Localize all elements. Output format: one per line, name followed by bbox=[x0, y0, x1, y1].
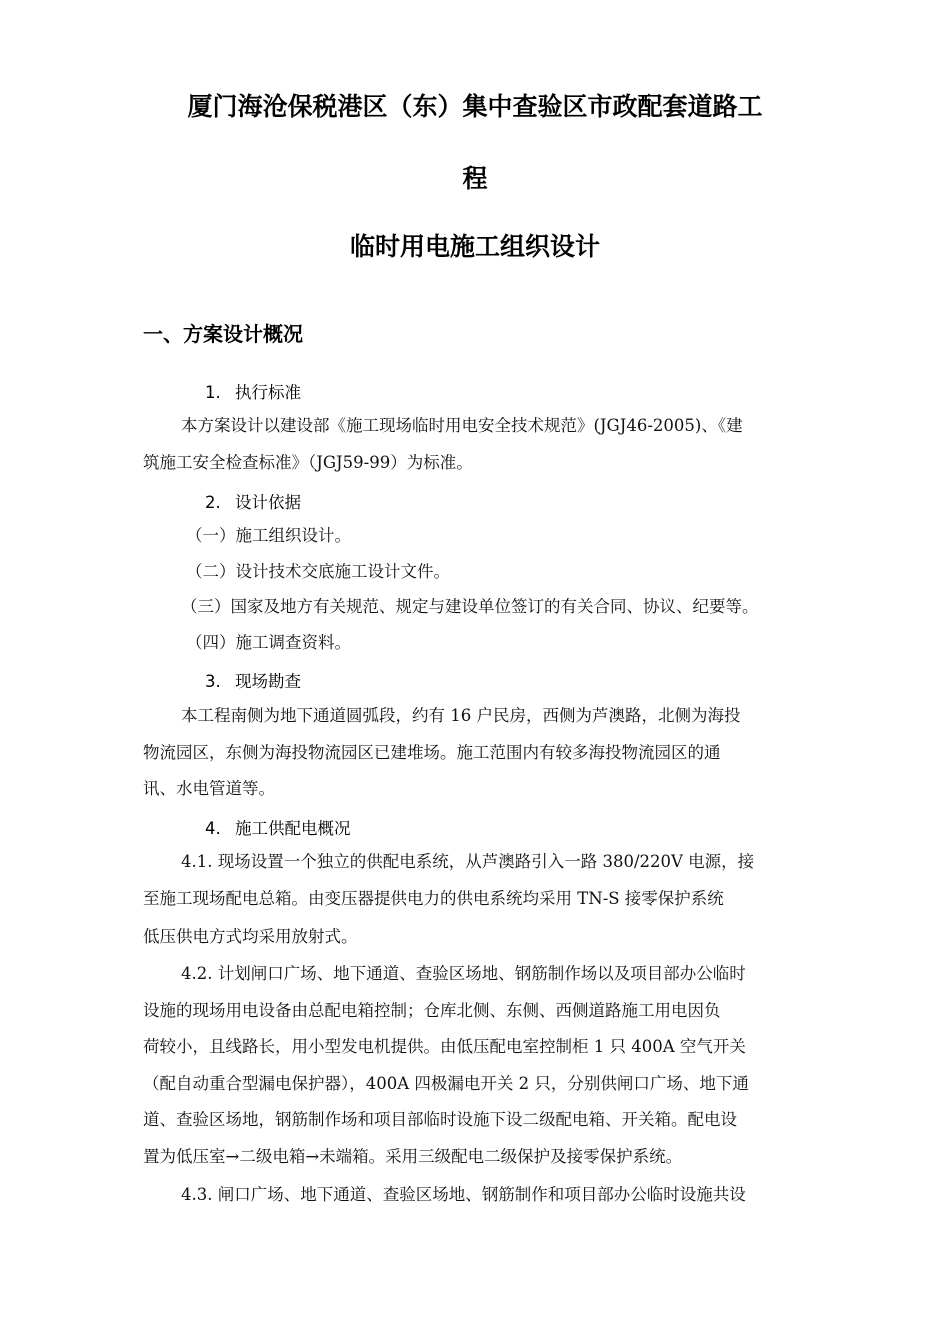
subsection-number: 4. bbox=[205, 819, 221, 838]
paragraph-line: 设施的现场用电设备由总配电箱控制；仓库北侧、东侧、西侧道路施工用电因负 bbox=[143, 1001, 721, 1020]
paragraph-line: 本工程南侧为地下通道圆弧段，约有 16 户民房，西侧为芦澳路，北侧为海投 bbox=[181, 706, 741, 725]
paragraph-line: 物流园区，东侧为海投物流园区已建堆场。施工范围内有较多海投物流园区的通 bbox=[143, 743, 721, 762]
subsection-title: 施工供配电概况 bbox=[235, 819, 351, 838]
list-item: （一）施工组织设计。 bbox=[186, 526, 351, 545]
list-item: （二）设计技术交底施工设计文件。 bbox=[186, 562, 450, 581]
paragraph-line: 讯、水电管道等。 bbox=[143, 779, 275, 798]
section-heading-1: 一、方案设计概况 bbox=[143, 322, 303, 346]
subsection-title: 执行标准 bbox=[235, 383, 301, 402]
document-subtitle: 临时用电施工组织设计 bbox=[349, 232, 600, 261]
subsection-number: 1. bbox=[205, 383, 221, 402]
document-title-line-1: 厦门海沧保税港区（东）集中查验区市政配套道路工 bbox=[187, 92, 763, 121]
subsection-heading-3 bbox=[205, 668, 301, 692]
subsection-title: 设计依据 bbox=[235, 493, 301, 512]
paragraph-line: 4.1. 现场设置一个独立的供配电系统，从芦澳路引入一路 380/220V 电源，接 bbox=[181, 852, 755, 871]
paragraph-line: 荷较小，且线路长，用小型发电机提供。由低压配电室控制柜 1 只 400A 空气开关 bbox=[143, 1037, 746, 1056]
document-title-line-2: 程 bbox=[462, 164, 488, 193]
subsection-number: 3. bbox=[205, 672, 221, 691]
subsection-number: 2. bbox=[205, 493, 221, 512]
paragraph-line: 4.2. 计划闸口广场、地下通道、查验区场地、钢筋制作场以及项目部办公临时 bbox=[181, 964, 746, 983]
paragraph-line: （配自动重合型漏电保护器），400A 四极漏电开关 2 只，分别供闸口广场、地下通 bbox=[143, 1074, 749, 1093]
subsection-heading-1 bbox=[205, 379, 301, 403]
paragraph-line: 置为低压室→二级电箱→未端箱。采用三级配电二级保护及接零保护系统。 bbox=[143, 1147, 683, 1166]
paragraph-line: 至施工现场配电总箱。由变压器提供电力的供电系统均采用 TN-S 接零保护系统 bbox=[143, 889, 724, 908]
list-item: （三）国家及地方有关规范、规定与建设单位签订的有关合同、协议、纪要等。 bbox=[181, 597, 759, 616]
paragraph-line: 道、查验区场地，钢筋制作场和项目部临时设施下设二级配电箱、开关箱。配电设 bbox=[143, 1110, 737, 1129]
paragraph-line: 筑施工安全检查标准》（JGJ59-99）为标准。 bbox=[143, 453, 473, 472]
subsection-heading-4 bbox=[205, 815, 351, 839]
paragraph-line: 本方案设计以建设部《施工现场临时用电安全技术规范》(JGJ46-2005)、《建 bbox=[181, 416, 743, 435]
list-item: （四）施工调查资料。 bbox=[186, 633, 351, 652]
paragraph-line: 低压供电方式均采用放射式。 bbox=[143, 927, 358, 946]
subsection-heading-2 bbox=[205, 489, 301, 513]
subsection-title: 现场勘查 bbox=[235, 672, 301, 691]
paragraph-line: 4.3. 闸口广场、地下通道、查验区场地、钢筋制作和项目部办公临时设施共设 bbox=[181, 1185, 746, 1204]
